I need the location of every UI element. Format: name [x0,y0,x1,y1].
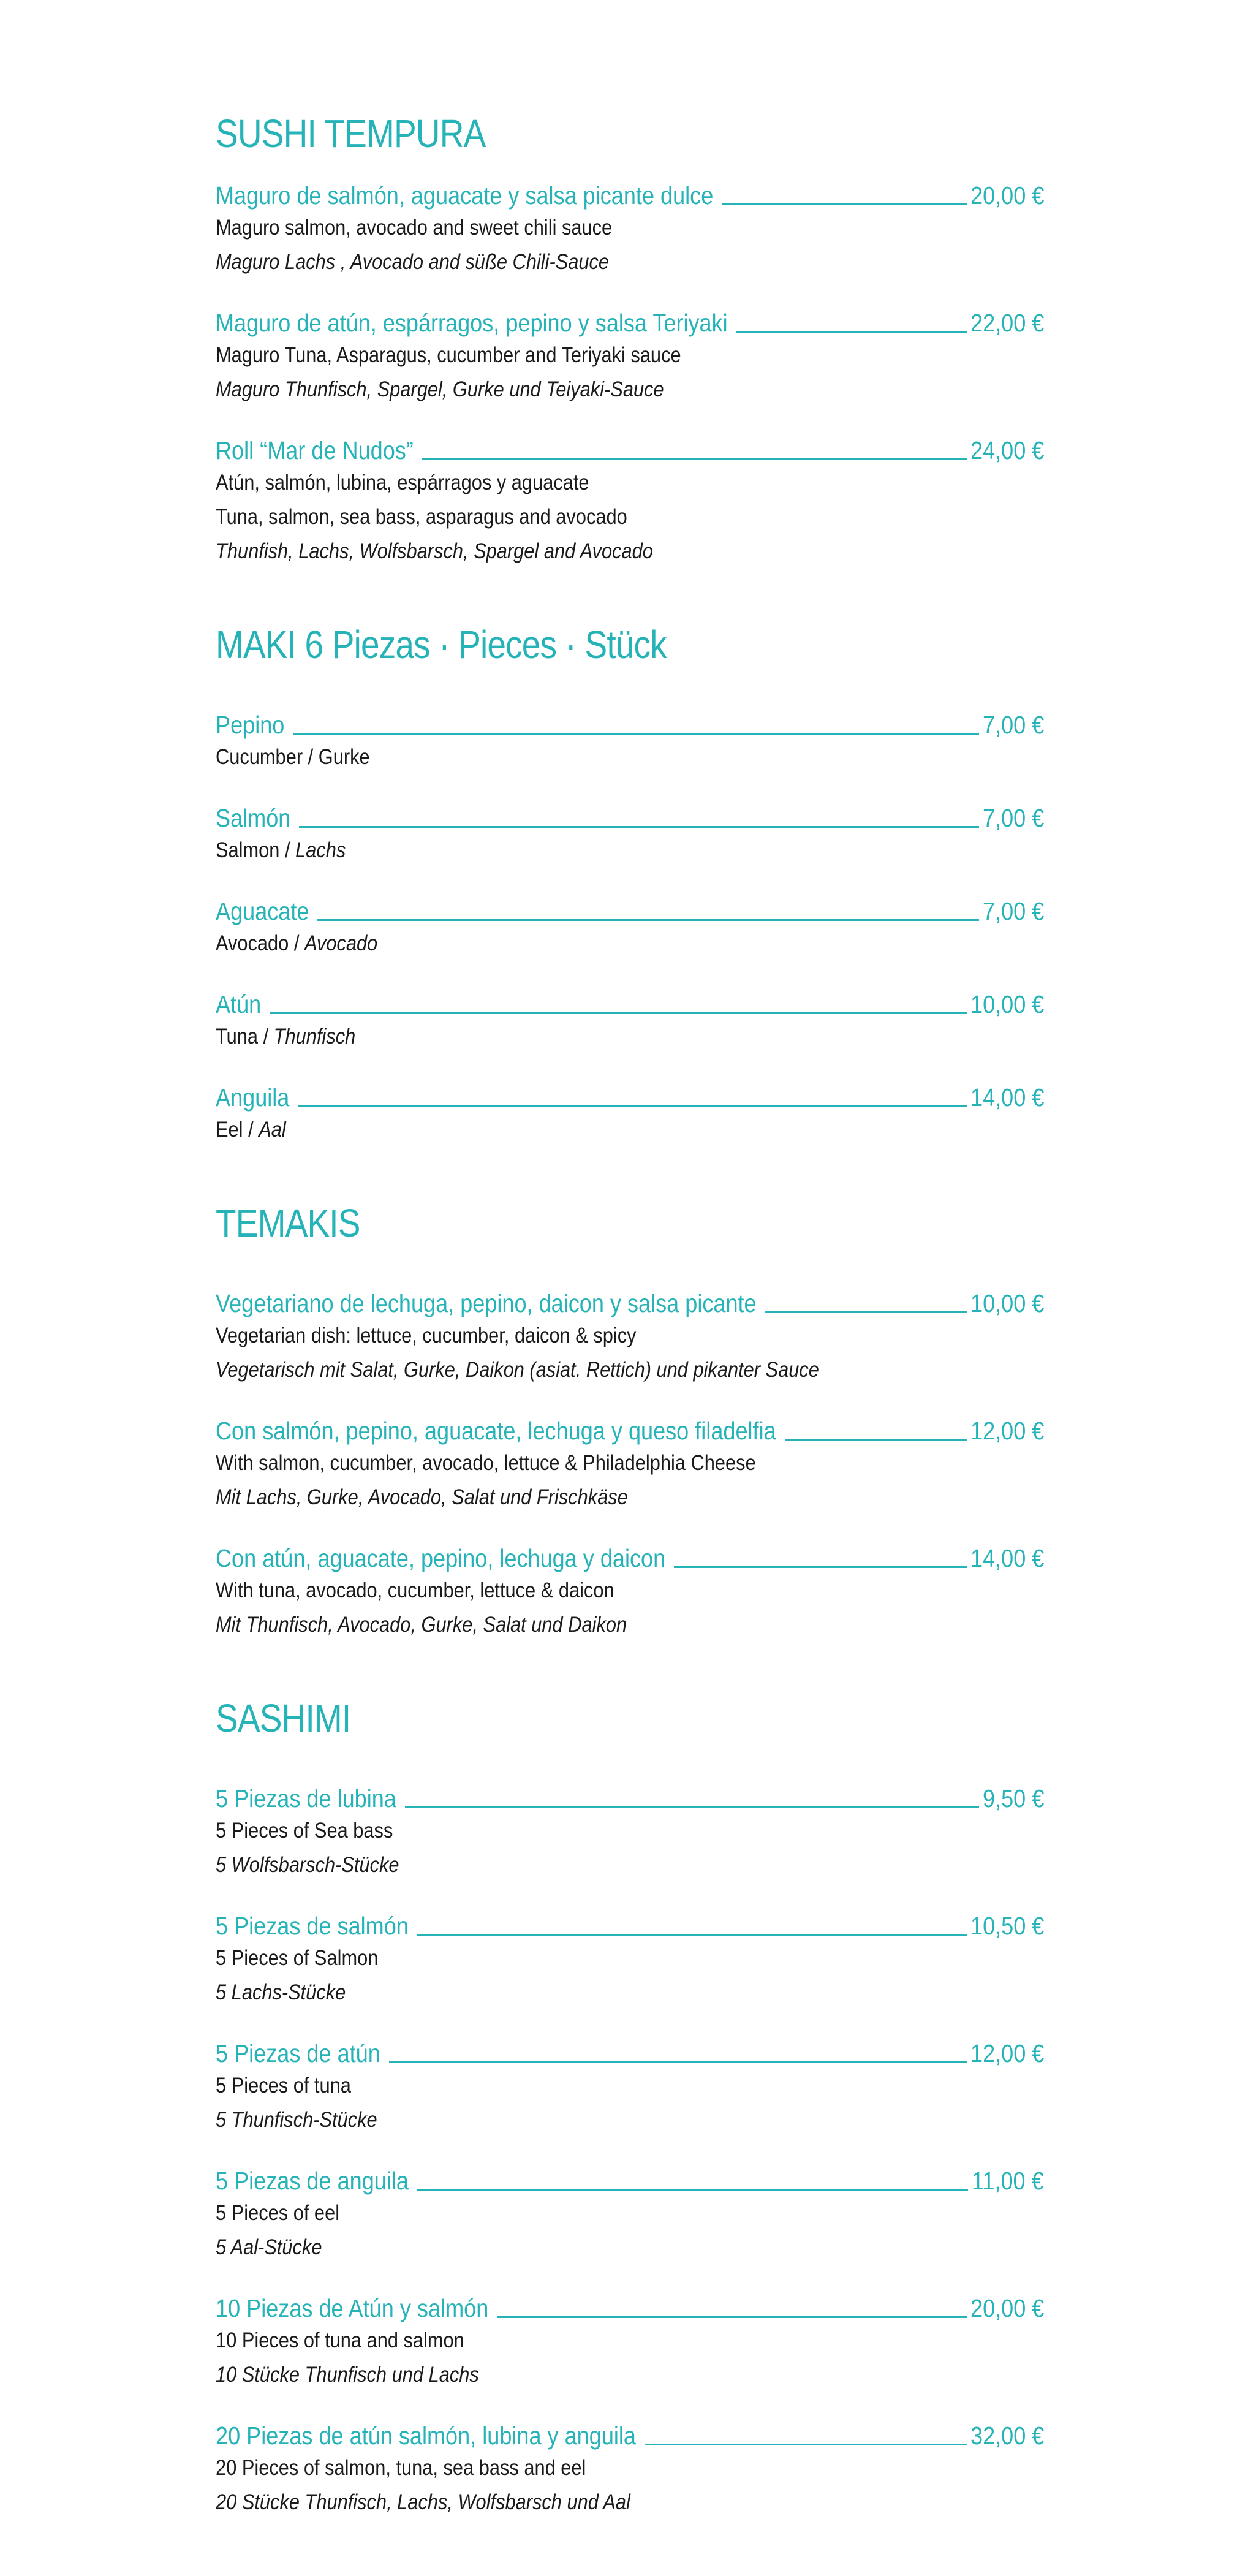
menu-item [216,2038,1044,2137]
menu-item-price: 22,00 € [970,308,1045,337]
menu-item-name: 20 Piezas de atún salmón, lubina y anguila [216,2421,636,2450]
menu-item-price: 11,00 € [972,2166,1045,2195]
menu-item-head [216,989,1044,1020]
menu-item-price: 20,00 € [970,181,1045,210]
description-de: 5 Thunfisch-Stücke [216,2108,377,2132]
menu-item [216,1543,1044,1642]
leader-line [405,1806,979,1808]
description-en: 5 Pieces of Salmon [216,1946,379,1970]
leader-line [736,331,967,333]
description-es: Atún, salmón, lubina, espárragos y aguacate [216,471,589,494]
menu-item-head [216,1288,1044,1319]
leader-line [293,733,978,735]
description-en: Maguro salmon, avocado and sweet chili sauce [216,216,613,240]
leader-line [785,1439,967,1441]
leader-line [417,2189,968,2191]
menu-item-name: Roll “Mar de Nudos” [216,436,414,464]
menu-item-name: 5 Piezas de salmón [216,1911,409,1940]
menu-item-price: 14,00 € [970,1544,1045,1572]
description-en: Avocado / [216,931,304,955]
menu-item-head [216,435,1044,466]
menu-item-name: Atún [216,990,262,1018]
menu-item-price: 9,50 € [982,1784,1045,1813]
menu-item-price: 12,00 € [970,2039,1045,2067]
menu-item-name: Pepino [216,710,285,739]
menu-item-price: 32,00 € [970,2421,1045,2450]
section-maki [216,625,1044,1147]
description-en: 10 Pieces of tuna and salmon [216,2328,464,2352]
leader-line [299,826,978,828]
section-title: SUSHI TEMPURA [216,112,486,156]
menu-item-price: 7,00 € [982,710,1045,739]
description-de: 5 Wolfsbarsch-Stücke [216,1853,399,1877]
menu-item-head [216,2293,1044,2324]
menu-item-price: 10,00 € [970,990,1045,1018]
menu-item-price: 20,00 € [970,2294,1045,2322]
leader-line [317,919,978,921]
description-en: Eel / [216,1118,259,1142]
description: Cucumber / Gurke [216,745,370,769]
leader-line [497,2316,966,2318]
menu-item-head [216,1082,1044,1113]
menu-item-head [216,1543,1044,1574]
leader-line [417,1934,967,1936]
menu-item-name: 10 Piezas de Atún y salmón [216,2294,489,2322]
menu-item-name: Con atún, aguacate, pepino, lechuga y daicon [216,1544,666,1572]
section-title: TEMAKIS [216,1201,360,1245]
menu-item [216,1783,1044,1882]
menu-item-name: Maguro de salmón, aguacate y salsa picante dulce [216,181,714,210]
description-de: 10 Stücke Thunfisch und Lachs [216,2363,479,2387]
menu-item-name: Anguila [216,1083,290,1112]
menu-item-price: 14,00 € [970,1083,1045,1112]
menu-item [216,2165,1044,2265]
description-en: Tuna / [216,1025,274,1048]
section-temakis [216,1203,1044,1642]
menu-item-head [216,1415,1044,1446]
menu-item [216,435,1044,569]
menu-item [216,1082,1044,1147]
description-en: Vegetarian dish: lettuce, cucumber, daicon & spicy [216,1324,637,1347]
description-en: 20 Pieces of salmon, tuna, sea bass and eel [216,2456,586,2480]
menu [216,114,1044,2576]
menu-item-head [216,1783,1044,1814]
description-de: Maguro Thunfisch, Spargel, Gurke und Teiyaki-Sauce [216,377,664,401]
leader-line [645,2444,967,2445]
leader-line [298,1105,966,1107]
description [216,926,945,961]
description-en: 5 Pieces of tuna [216,2074,351,2097]
menu-item [216,180,1044,279]
menu-item-head [216,2165,1044,2196]
menu-item-head [216,180,1044,211]
menu-item-name: 5 Piezas de lubina [216,1784,396,1813]
section-title: MAKI 6 Piezas · Pieces · Stück [216,623,667,667]
menu-item-name: 5 Piezas de anguila [216,2166,409,2195]
description-de: Avocado [304,931,378,955]
menu-item [216,896,1044,961]
description-de: 5 Aal-Stücke [216,2235,322,2259]
menu-item-name: Vegetariano de lechuga, pepino, daicon y salsa picante [216,1289,757,1317]
leader-line [722,203,966,205]
description-de: Maguro Lachs , Avocado and süße Chili-Sauce [216,250,610,274]
menu-item [216,710,1044,775]
leader-line [270,1012,966,1014]
menu-item-name: Aguacate [216,896,309,925]
menu-item-price: 12,00 € [970,1416,1045,1445]
description-de: Vegetarisch mit Salat, Gurke, Daikon (asiat. Rettich) und pikanter Sauce [216,1358,819,1382]
menu-item [216,1288,1044,1387]
leader-line [422,458,967,460]
menu-item [216,1415,1044,1515]
description-en: With tuna, avocado, cucumber, lettuce & daicon [216,1578,614,1602]
description-en: Salmon / [216,838,296,862]
menu-item [216,308,1044,407]
menu-item-name: Maguro de atún, espárragos, pepino y salsa Teriyaki [216,308,728,337]
description [216,833,945,868]
description [216,1020,945,1054]
description-de: Aal [259,1118,286,1142]
section-sashimi [216,1696,1045,2520]
menu-item-head [216,308,1044,338]
menu-item-price: 10,00 € [970,1289,1045,1317]
menu-item [216,2293,1044,2392]
menu-item [216,1911,1044,2010]
description-de: 20 Stücke Thunfisch, Lachs, Wolfsbarsch und Aal [216,2490,630,2514]
description-de: Thunfish, Lachs, Wolfsbarsch, Spargel and Avocado [216,539,653,563]
menu-item-price: 7,00 € [982,896,1045,925]
menu-item [216,2420,1044,2520]
description-de: Thunfisch [273,1025,356,1048]
menu-item-head [216,2420,1044,2451]
description-en: 5 Pieces of Sea bass [216,1819,393,1843]
menu-item-name: Salmón [216,803,291,832]
description-en: With salmon, cucumber, avocado, lettuce & Philadelphia Cheese [216,1451,756,1475]
menu-item-price: 24,00 € [970,436,1045,464]
description-en: Maguro Tuna, Asparagus, cucumber and Teriyaki sauce [216,343,681,367]
description-de: Mit Thunfisch, Avocado, Gurke, Salat und Daikon [216,1613,627,1637]
description-en: 5 Pieces of eel [216,2201,340,2225]
menu-item-name: Con salmón, pepino, aguacate, lechuga y queso filadelfia [216,1416,776,1445]
menu-item [216,803,1044,868]
menu-item-price: 7,00 € [982,803,1045,832]
menu-item-head [216,710,1044,740]
menu-item-head [216,896,1044,926]
leader-line [674,1566,966,1568]
menu-item-head [216,1911,1044,1941]
menu-item [216,989,1044,1054]
description-en: Tuna, salmon, sea bass, asparagus and avocado [216,505,627,529]
menu-item-head [216,2038,1044,2069]
description [216,1113,945,1147]
description-de: Mit Lachs, Gurke, Avocado, Salat und Frischkäse [216,1485,628,1509]
section-sushi-tempura [216,114,1044,569]
menu-item-head [216,803,1044,833]
section-title: SASHIMI [216,1696,351,1740]
leader-line [765,1311,967,1313]
menu-item-name: 5 Piezas de atún [216,2039,380,2067]
menu-item-price: 10,50 € [970,1911,1045,1940]
description-de: Lachs [295,838,346,862]
leader-line [389,2061,967,2063]
description-de: 5 Lachs-Stücke [216,1980,346,2004]
